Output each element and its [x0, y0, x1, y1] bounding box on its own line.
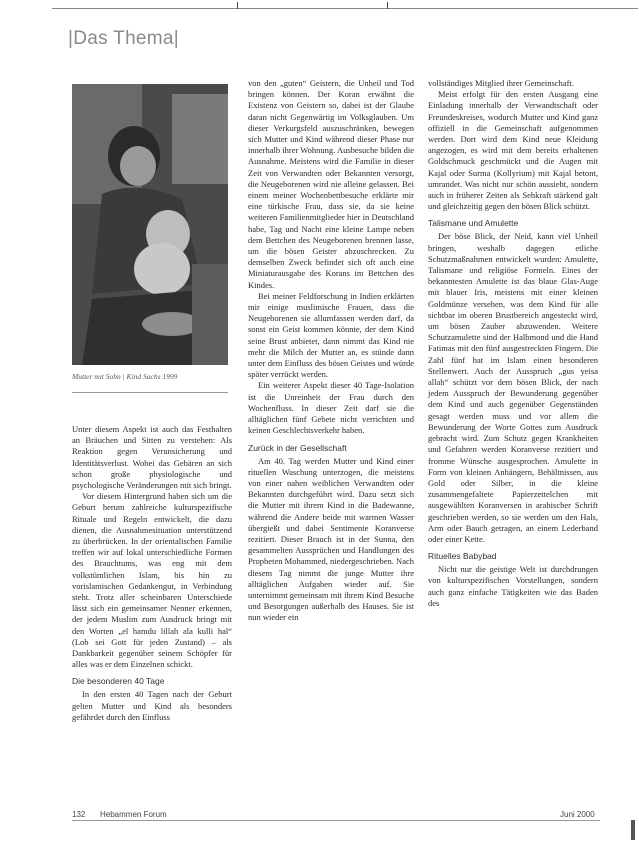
page-number: 132 — [72, 810, 86, 819]
paragraph: Der böse Blick, der Neid, kann viel Unheil bringen, weshalb dagegen etliche Schutzmaßnahmen entwickelt wurden: Amulette, Talismane und religiöse Formeln. Eines der bekanntesten Amulette ist das blaue Glas-Auge mit blauer Iris, meistens mit einer kleinen Goldmünze versehen, was dem Kind für alle sichtbar im oberen Brustbereich angesteckt wird, um bösen Zauber abzuwenden. Weitere Schutzamulette sind der Halbmond und die Hand Fatimas mit den fünf ausgestreckten Fingern. Die Zahl fünf hat im Islam einen besonderen Stellenwert. Auch der Ausspruch „gus yeisa allah“ schützt vor dem bösen Blick, der nach jedem Ausspruch der Bewunderung gegenüber dem Kind und auch gegenüber Gegenständen gesagt werden muss und vor allem die Bewunderung der Worte Gottes zum Ausdruck gebracht wird. Zum Schutz gegen Krankheiten und Gefahren werden Koranverse rezitiert und fromme Wünsche ausgesprochen. Amulette in Form von kleinen Anhängern, Behältnissen, aus Gold oder Silber, in die kleine zusammengefaltete Papierzettelchen mit ausgewählten Koranversen in arabischer Schrift geschrieben werden, so sie werden um den Hals, Arm oder Bauch getragen, an einem Lederband oder einer Kette. — [428, 231, 598, 544]
column-3 — [428, 78, 598, 609]
edge-mark — [631, 820, 635, 840]
subheading: Talismane und Amulette — [428, 218, 519, 229]
paragraph: Ein weiterer Aspekt dieser 40 Tage-Isolation ist die Unreinheit der Frau durch den Wochenfluss. In dieser Zeit darf sie die alltäglichen fünf Gebete nicht verrichten und keinen Geschlechtsverkehr haben. — [248, 380, 414, 436]
photo-mother-child — [72, 84, 228, 365]
paragraph: Vor diesem Hintergrund haben sich um die Geburt herum zahlreiche kulturspezifische Rituale und Regeln entwickelt, die dazu dienen, die Ausnahmesituation unterstützend zu überbrücken. In der orientalischen Familie treffen wir auf lokal unterschiedliche Formen des Brauchtums, was eng mit dem volkstümlichen Islam, bis hin zu vorislamischen Gedankengut, in Verbindung steht. Trotz aller scheinbaren Unterschiede lässt sich ein gemeinsamer Nenner erkennen, der jedem Muslim zum Ausdruck bringt mit den Worten „el hamdu lillah ala kulli hal“ (Lob sei Gott für jeden Zustand) – als Dankbarkeit gegenüber seinem Schöpfer für alles was er dem Einzelnen schickt. — [72, 491, 232, 670]
magazine-name: Hebammen Forum — [100, 810, 167, 819]
paragraph: Meist erfolgt für den ersten Ausgang eine Einladung innerhalb der Verwandtschaft oder Freundeskreises, wodurch Mutter und Kind ganz offiziell in die Gemeinschaft aufgenommen werden. Dort wird dem Kind neue Kleidung angezogen, es wird mit dem bereits erhaltenen Goldschmuck geschmückt und die Augen mit Kajal oder Surma (Kollyrium) mit Kajal betont, umrandet. Was nicht nur schön aussieht, sondern auch in früherer Zeiten als Sehkraft stärkend galt und gleichzeitig gegen den bösen Blick schützt. — [428, 89, 598, 212]
paragraph: vollständiges Mitglied ihrer Gemeinschaft. — [428, 78, 574, 88]
subheading: Rituelles Babybad — [428, 551, 497, 562]
column-2 — [248, 78, 414, 624]
paragraph: Bei meiner Feldforschung in Indien erklärten mir einige muslimische Frauen, dass die Neugeborenen sie allumfassen werden darf, da sonst ein Geist kommen könnte, der dem Kind seine Brust anbietet, dann nimmt das Kind nie mehr die Milch der Mutter an, es stünde dann unter dem Einfluss des bösen Geistes und würde später verrückt werden. — [248, 290, 414, 380]
paragraph: Nicht nur die geistige Welt ist durchdrungen von kulturspezifischen Vorstellungen, sondern auch ganz einfache Tätigkeiten wie das Baden des — [428, 564, 598, 608]
subheading: Zurück in der Gesellschaft — [248, 442, 347, 453]
crop-mark — [387, 2, 388, 9]
caption-rule — [72, 392, 228, 393]
issue-date: Juni 2000 — [560, 810, 595, 819]
paragraph: von den „guten“ Geistern, die Unheil und Tod bringen können. Der Koran erwähnt die Existenz von Geistern so, dabei ist der Glaube daran nicht Gegenwärtig im Volksglauben. Um dieser Verkurgsfeld auszuschränken, bewegen sich Mutter und Kind während dieser Phase nur innerhalb ihrer Wohnung. Ausbesuche bilden die Ausnahme. Meistens wird die Familie in dieser Zeit von Verwandten oder Bekannten versorgt, die Neugeborenen wird nie alleine gelassen. Bei einem meiner Wochenbettbesuche erklärte mir eine türkische Frau, dass sie, da sie keine weiteren Familienmitglieder hier in Deutschland habe, Tag und Nacht eine kleine Lampe neben dem Bettchen des Neugeborenen brennen lasse, um die bösen Geister abzuschrecken. Zu demselben Zweck befindet sich oft auch eine Miniaturausgabe des Korans im Bettchen des Kindes. — [248, 78, 414, 290]
paragraph: Unter diesem Aspekt ist auch das Festhalten an Bräuchen und Sitten zu verstehen: Als Reaktion gegen Verunsicherung und Identitätsverlust. Wobei das Gebären an sich schon große physiologische und psychologische Veränderungen mit sich bringt. — [72, 424, 232, 491]
crop-mark — [237, 2, 238, 9]
photo-caption: Mutter mit Sohn | Kind Sachs 1999 — [72, 372, 178, 381]
column-1 — [72, 424, 232, 723]
paragraph: Am 40. Tag werden Mutter und Kind einer rituellen Waschung unterzogen, die meistens von einer nahen weiblichen Verwandten oder Bekannten durchgeführt wird. Dazu setzt sich die Mutter mit ihrem Kind in die Badewanne, während die Andere beide mit warmen Wasser übergießt und dabei Sentimente Koranverse rezitiert. Dieser Brauch ist in der Sunna, den gesammelten Aussprüchen und Handlungen des Propheten Mohammed, niedergeschrieben. Nach diesem Tag nimmt die junge Mutter ihre alltäglichen Aufgaben wieder auf. Sie unternimmt gemeinsam mit ihrem Kind Besuche und Besorgungen außerhalb des Hauses. Sie ist nun wieder ein — [248, 455, 414, 623]
section-title: |Das Thema| — [68, 28, 180, 49]
subheading: Die besonderen 40 Tage — [72, 676, 165, 687]
header-rule — [52, 8, 638, 9]
paragraph: In den ersten 40 Tagen nach der Geburt gelten Mutter und Kind als besonders gefährdet durch den Einfluss — [72, 689, 232, 722]
footer-rule — [72, 820, 600, 821]
